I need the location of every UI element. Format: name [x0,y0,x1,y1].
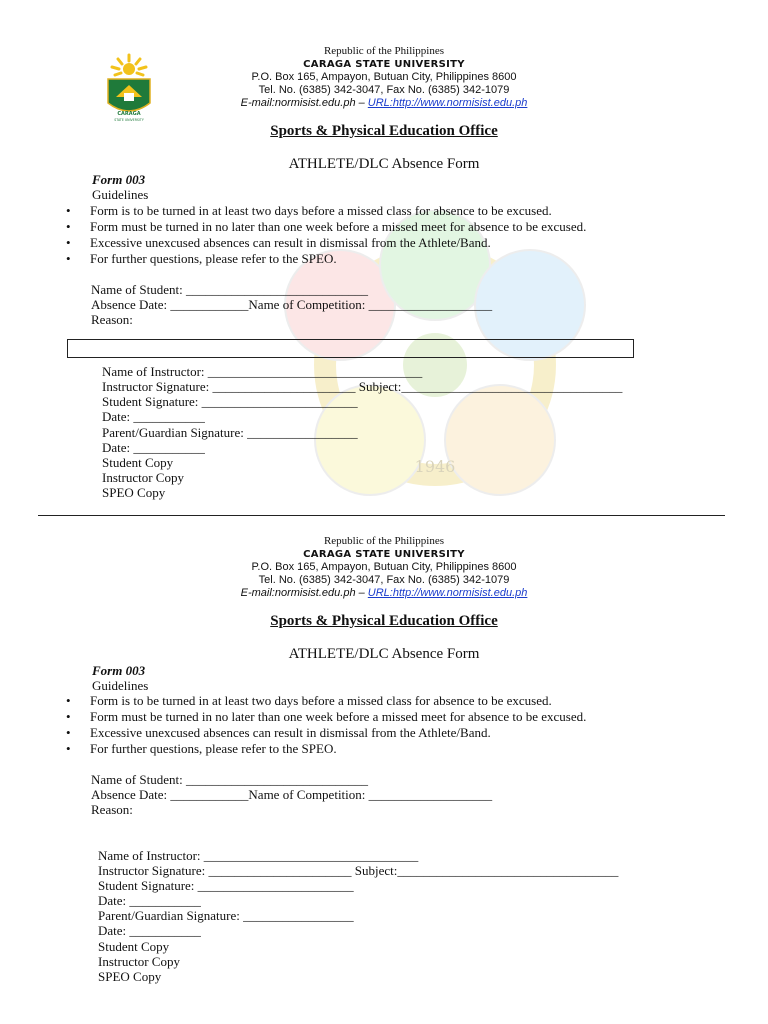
email-line [0,97,768,109]
address-line: P.O. Box 165, Ampayon, Butuan City, Philippines 8600 [251,71,517,83]
email-line [0,587,768,599]
instructor-name-field[interactable]: Name of Instructor: _________________________________ [102,364,423,379]
guidelines-heading: Guidelines [92,678,149,693]
office-title: Sports & Physical Education Office [270,123,498,139]
tel-fax-line: Tel. No. (6385) 342-3047, Fax No. (6385) 342-1079 [258,574,510,586]
reason-input-box[interactable] [67,339,634,358]
instructor-signature-field[interactable]: Instructor Signature: ______________________ Subject:__________________________________ [102,379,623,394]
university-name: CARAGA STATE UNIVERSITY [303,549,465,560]
instructor-copy-label: Instructor Copy [102,470,184,485]
form-number: Form 003 [92,663,146,678]
student-name-field[interactable]: Name of Student: ____________________________ [91,772,368,787]
instructor-copy-label: Instructor Copy [98,954,180,969]
instructor-signature-field[interactable]: Instructor Signature: ______________________ Subject:__________________________________ [98,863,619,878]
guideline-item: • Excessive unexcused absences can result in dismissal from the Athlete/Band. [64,725,586,741]
parent-signature-field[interactable]: Parent/Guardian Signature: _________________ [102,425,358,440]
absence-date-field[interactable]: Absence Date: ____________Name of Competition: ___________________ [91,297,493,312]
parent-date-field[interactable]: Date: ___________ [102,440,205,455]
tel-fax-line: Tel. No. (6385) 342-3047, Fax No. (6385) 342-1079 [258,84,510,96]
speo-copy-label: SPEO Copy [98,969,162,984]
guideline-item: • For further questions, please refer to the SPEO. [64,741,586,757]
guideline-item: • Form must be turned in no later than one week before a missed meet for absence to be excused. [64,219,586,235]
address-line: P.O. Box 165, Ampayon, Butuan City, Philippines 8600 [251,561,517,573]
university-name: CARAGA STATE UNIVERSITY [303,59,465,70]
svg-text:CARAGA: CARAGA [117,111,141,117]
guidelines-list [64,693,586,757]
absence-date-field[interactable]: Absence Date: ____________Name of Competition: ___________________ [91,787,493,802]
speo-copy-label: SPEO Copy [102,485,166,500]
instructor-name-field[interactable]: Name of Instructor: _________________________________ [98,848,419,863]
parent-date-field[interactable]: Date: ___________ [98,923,201,938]
student-copy-label: Student Copy [102,455,174,470]
guideline-item: • Form is to be turned in at least two days before a missed class for absence to be excused. [64,203,586,219]
form-number: Form 003 [92,172,146,187]
svg-text:STATE UNIVERSITY: STATE UNIVERSITY [114,118,144,122]
date-field[interactable]: Date: ___________ [98,893,201,908]
parent-signature-field[interactable]: Parent/Guardian Signature: _________________ [98,908,354,923]
guideline-item: • Form must be turned in no later than one week before a missed meet for absence to be excused. [64,709,586,725]
guidelines-list [64,203,586,267]
form-title: ATHLETE/DLC Absence Form [288,646,480,662]
absence-form-bottom [0,490,768,1024]
guidelines-heading: Guidelines [92,187,149,202]
guideline-item: • Form is to be turned in at least two days before a missed class for absence to be excused. [64,693,586,709]
office-title: Sports & Physical Education Office [270,613,498,629]
student-signature-field[interactable]: Student Signature: ________________________ [98,878,354,893]
website-link[interactable]: URL:http://www.normisist.edu.ph [367,587,528,599]
republic-line: Republic of the Philippines [323,45,445,57]
guideline-item: • Excessive unexcused absences can result in dismissal from the Athlete/Band. [64,235,586,251]
student-signature-field[interactable]: Student Signature: ________________________ [102,394,358,409]
date-field[interactable]: Date: ___________ [102,409,205,424]
form-title: ATHLETE/DLC Absence Form [288,156,480,172]
reason-label: Reason: [91,802,133,817]
guideline-item: • For further questions, please refer to the SPEO. [64,251,586,267]
student-copy-label: Student Copy [98,939,170,954]
student-name-field[interactable]: Name of Student: ____________________________ [91,282,368,297]
email-text: E-mail:normisist.edu.ph – [240,97,368,109]
reason-label: Reason: [91,312,133,327]
svg-text:1946: 1946 [414,457,456,476]
republic-line: Republic of the Philippines [323,535,445,547]
email-text: E-mail:normisist.edu.ph – [240,587,368,599]
website-link[interactable]: URL:http://www.normisist.edu.ph [367,97,528,109]
